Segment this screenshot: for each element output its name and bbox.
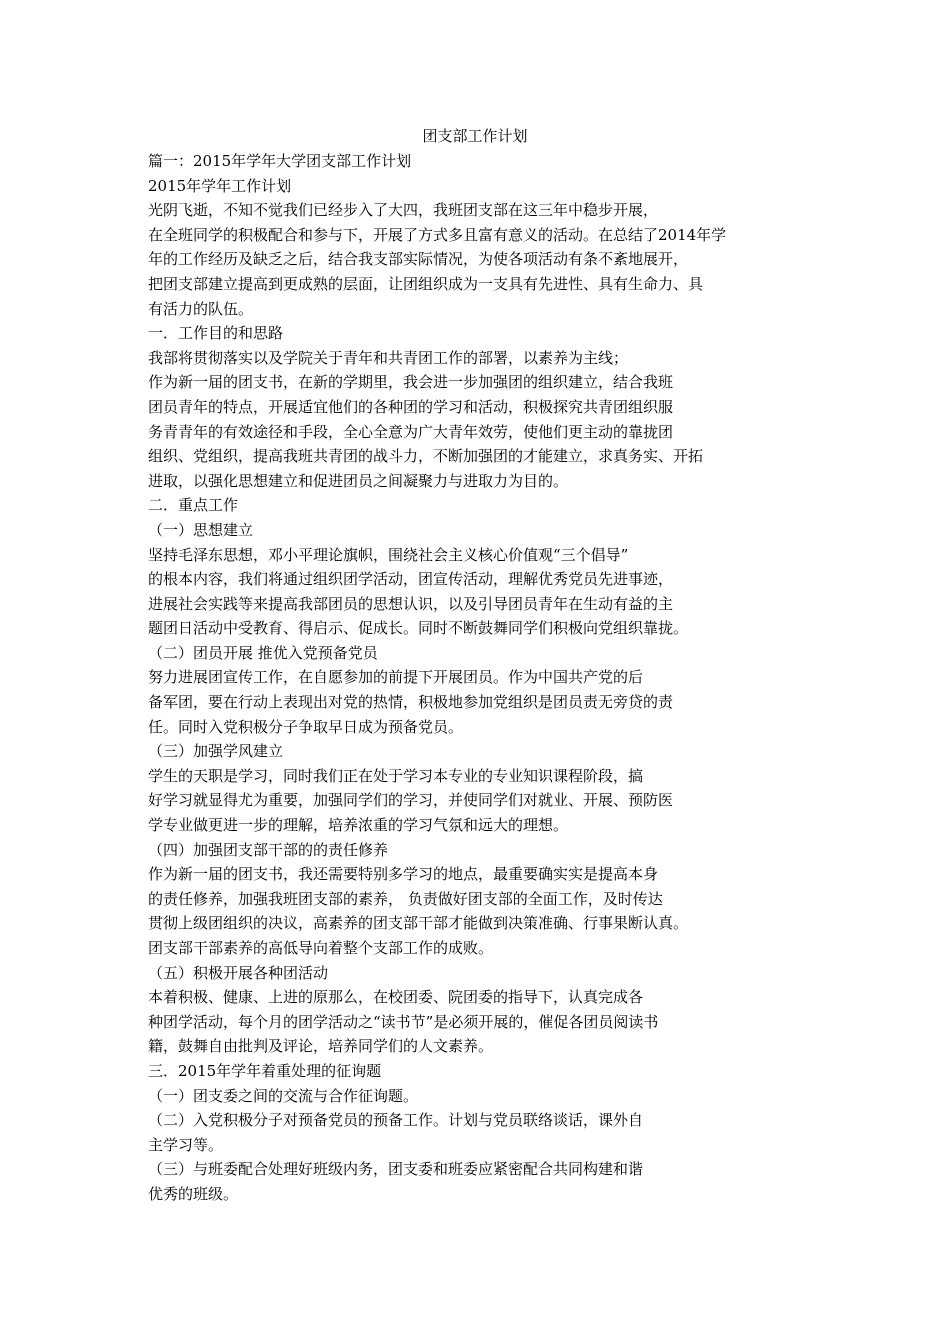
text-line: 进取，以强化思想建立和促进团员之间凝聚力与进取力为目的。: [148, 471, 569, 490]
text-line: 有活力的队伍。: [148, 299, 254, 318]
text-line: 主学习等。: [148, 1135, 224, 1154]
text-line: 光阴飞逝，不知不觉我们已经步入了大四，我班团支部在这三年中稳步开展，: [148, 201, 659, 220]
text-line: 团支部干部素养的高低导向着整个支部工作的成败。: [148, 939, 494, 957]
text-line: 进展社会实践等来提高我部团员的思想认识，以及引导团员青年在生动有益的主: [148, 594, 674, 613]
text-line: 的根本内容，我们将通过组织团学活动，团宣传活动，理解优秀党员先进事迹，: [148, 570, 674, 589]
text-line: （四）加强团支部干部的的责任修养: [148, 840, 389, 859]
text-line: 一．工作目的和思路: [148, 324, 284, 343]
document-body: [148, 149, 808, 1207]
text-line: 把团支部建立提高到更成熟的层面，让团组织成为一支具有先进性、具有生命力、具: [148, 274, 704, 293]
text-line: 的责任修养，加强我班团支部的素养， 负责做好团支部的全面工作，及时传达: [148, 889, 663, 908]
text-line: 我部将贯彻落实以及学院关于青年和共青团工作的部署，以素养为主线；: [148, 348, 629, 367]
text-line: 团员青年的特点，开展适宜他们的各种团的学习和活动，积极探究共青团组织服: [148, 397, 674, 416]
text-line: 题团日活动中受教育、得启示、促成长。同时不断鼓舞同学们积极向党组织靠拢。: [148, 619, 689, 638]
text-line: 二．重点工作: [148, 496, 239, 515]
text-line: 篇一：2015年学年大学团支部工作计划: [148, 152, 412, 170]
text-line: （三）加强学风建立: [148, 742, 284, 761]
text-line: 作为新一届的团支书，在新的学期里，我会进一步加强团的组织建立，结合我班: [148, 373, 674, 392]
text-line: 本着积极、健康、上进的原那么，在校团委、院团委的指导下，认真完成各: [148, 988, 644, 1007]
text-line: 好学习就显得尤为重要，加强同学们的学习，并使同学们对就业、开展、预防医: [148, 791, 674, 810]
text-line: 备军团，要在行动上表现出对党的热情，积极地参加党组织是团员责无旁贷的责: [148, 693, 674, 712]
text-line: （三）与班委配合处理好班级内务，团支委和班委应紧密配合共同构建和谐: [148, 1160, 644, 1179]
text-line: （二）团员开展 推优入党预备党员: [148, 643, 378, 662]
text-line: 籍，鼓舞自由批判及评论，培养同学们的人文素养。: [148, 1037, 494, 1056]
text-line: 三．2015年学年着重处理的征询题: [148, 1061, 382, 1080]
text-line: 学专业做更进一步的理解，培养浓重的学习气氛和远大的理想。: [148, 816, 569, 835]
text-line: 作为新一届的团支书，我还需要特别多学习的地点，最重要确实实是提高本身: [148, 865, 659, 884]
text-line: （五）积极开展各种团活动: [148, 963, 329, 982]
text-line: 学生的天职是学习，同时我们正在处于学习本专业的专业知识课程阶段，搞: [148, 766, 644, 785]
text-line: 年的工作经历及缺乏之后，结合我支部实际情况，为使各项活动有条不紊地展开，: [148, 250, 689, 269]
text-line: 组织、党组织，提高我班共青团的战斗力，不断加强团的才能建立，求真务实、开拓: [148, 447, 704, 466]
text-line: （一）思想建立: [148, 520, 254, 539]
text-line: 任。同时入党积极分子争取早日成为预备党员。: [148, 717, 464, 736]
text-line: 优秀的班级。: [148, 1184, 239, 1203]
document-title: 团支部工作计划: [422, 127, 528, 145]
text-line: （二）入党积极分子对预备党员的预备工作。计划与党员联络谈话，课外自: [148, 1111, 644, 1130]
text-line: 2015年学年工作计划: [148, 176, 292, 195]
text-line: 坚持毛泽东思想，邓小平理论旗帜，围绕社会主义核心价值观“三个倡导”: [148, 545, 629, 564]
text-line: 务青青年的有效途径和手段，全心全意为广大青年效劳，使他们更主动的靠拢团: [148, 422, 674, 441]
text-line: 贯彻上级团组织的决议，高素养的团支部干部才能做到决策准确、行事果断认真。: [148, 914, 689, 933]
text-line: 在全班同学的积极配合和参与下，开展了方式多且富有意义的活动。在总结了2014年学: [148, 225, 727, 244]
text-line: 努力进展团宣传工作，在自愿参加的前提下开展团员。作为中国共产党的后: [148, 668, 644, 687]
text-line: 种团学活动，每个月的团学活动之“读书节”是必须开展的，催促各团员阅读书: [148, 1012, 659, 1031]
text-line: （一）团支委之间的交流与合作征询题。: [148, 1086, 419, 1105]
